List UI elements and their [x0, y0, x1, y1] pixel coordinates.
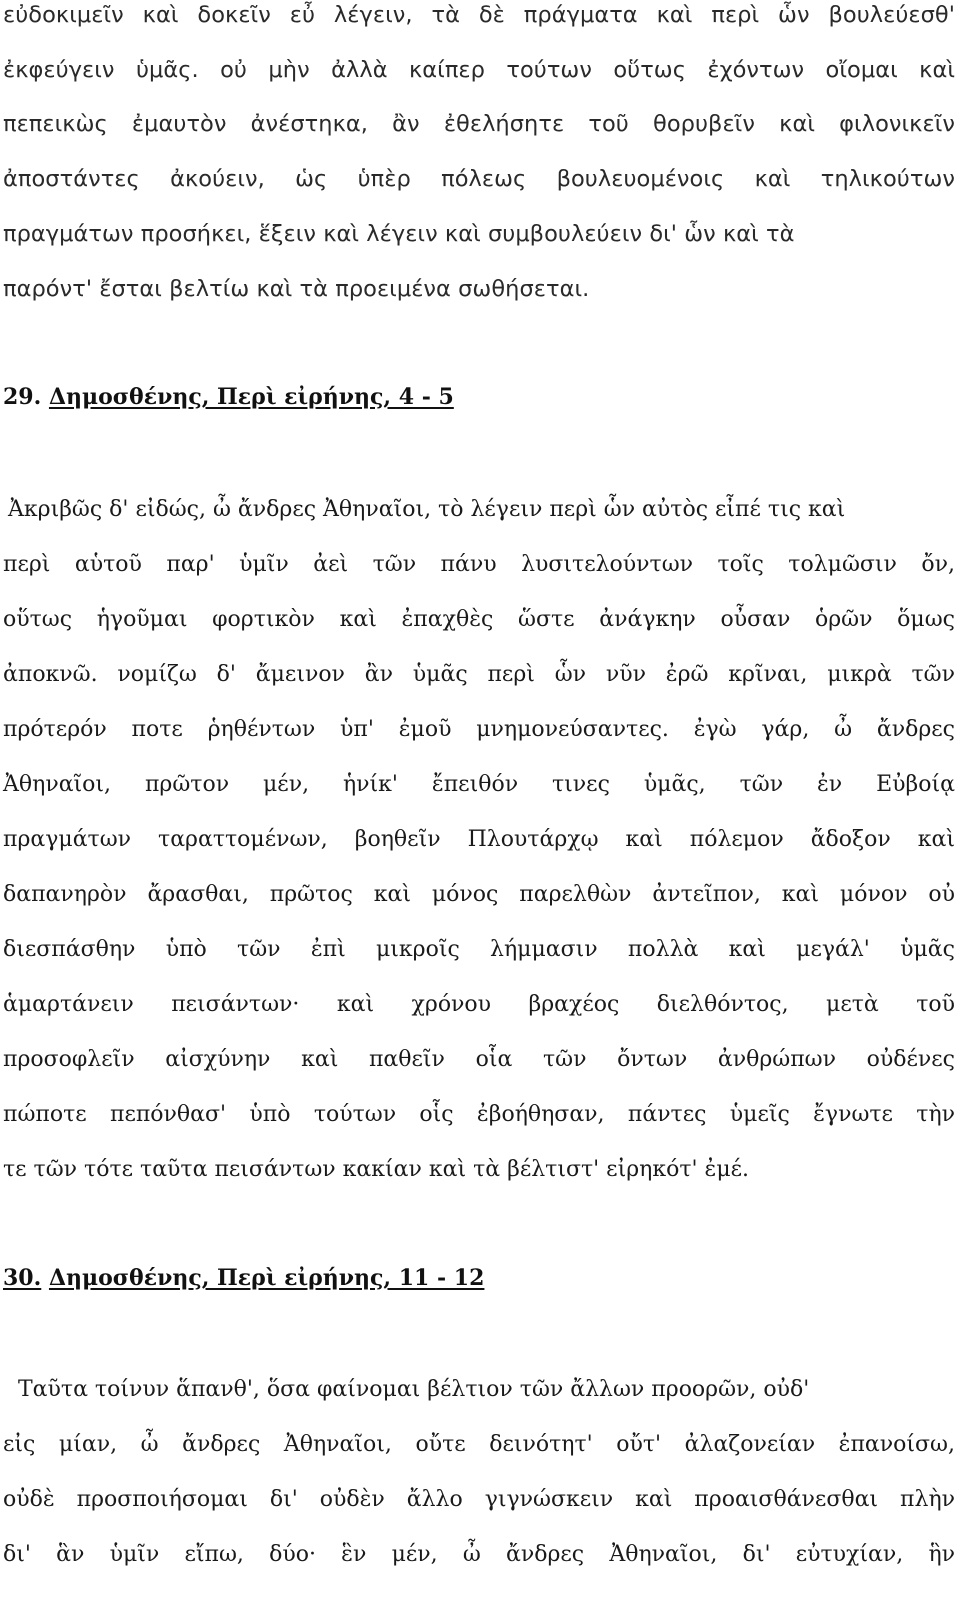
- section-30-line-4: δι' ἃν ὑμῖν εἴπω, δύο· ἓν μέν, ὦ ἄνδρες Ἀθηναῖοι, δι' εὐτυχίαν, ἣν: [3, 1542, 955, 1567]
- section-29-number: 29.: [3, 384, 42, 410]
- intro-line-2: ἐκφεύγειν ὑμᾶς. οὐ μὴν ἀλλὰ καίπερ τούτων οὕτως ἐχόντων οἴομαι καὶ: [3, 57, 955, 83]
- section-29-line-9: διεσπάσθην ὑπὸ τῶν ἐπὶ μικροῖς λήμμασιν πολλὰ καὶ μεγάλ' ὑμᾶς: [3, 937, 955, 962]
- section-29-line-5: πρότερόν ποτε ῥηθέντων ὑπ' ἐμοῦ μνημονεύσαντες. ἐγὼ γάρ, ὦ ἄνδρες: [3, 717, 955, 742]
- intro-line-3: πεπεικὼς ἐμαυτὸν ἀνέστηκα, ἂν ἐθελήσητε τοῦ θορυβεῖν καὶ φιλονικεῖν: [3, 111, 955, 137]
- section-29-heading: [3, 382, 454, 412]
- section-29-line-1: Ἀκριβῶς δ' εἰδώς, ὦ ἄνδρες Ἀθηναῖοι, τὸ λέγειν περὶ ὧν αὐτὸς εἶπέ τις καὶ: [8, 497, 846, 522]
- intro-line-6: παρόντ' ἔσται βελτίω καὶ τὰ προειμένα σωθήσεται.: [3, 276, 590, 302]
- section-30-line-2: εἰς μίαν, ὦ ἄνδρες Ἀθηναῖοι, οὔτε δεινότητ' οὔτ' ἀλαζονείαν ἐπανοίσω,: [3, 1432, 955, 1457]
- intro-line-1: εὐδοκιμεῖν καὶ δοκεῖν εὖ λέγειν, τὰ δὲ πράγματα καὶ περὶ ὧν βουλεύεσθ': [3, 2, 955, 28]
- section-29-line-12: πώποτε πεπόνθασ' ὑπὸ τούτων οἷς ἐβοήθησαν, πάντες ὑμεῖς ἔγνωτε τὴν: [3, 1102, 955, 1127]
- section-30-title: Δημοσθένης, Περὶ εἰρήνης, 11 - 12: [48, 1265, 485, 1291]
- section-29-line-2: περὶ αὑτοῦ παρ' ὑμῖν ἀεὶ τῶν πάνυ λυσιτελούντων τοῖς τολμῶσιν ὄν,: [3, 552, 955, 577]
- section-29-line-3: οὕτως ἡγοῦμαι φορτικὸν καὶ ἐπαχθὲς ὥστε ἀνάγκην οὖσαν ὁρῶν ὅμως: [3, 607, 955, 632]
- section-29-line-7: πραγμάτων ταραττομένων, βοηθεῖν Πλουτάρχῳ καὶ πόλεμον ἄδοξον καὶ: [3, 827, 955, 852]
- section-29-line-11: προσοφλεῖν αἰσχύνην καὶ παθεῖν οἷα τῶν ὄντων ἀνθρώπων οὐδένες: [3, 1047, 955, 1072]
- section-29-line-4: ἀποκνῶ. νομίζω δ' ἄμεινον ἂν ὑμᾶς περὶ ὧν νῦν ἐρῶ κρῖναι, μικρὰ τῶν: [3, 662, 955, 687]
- section-30-heading: [3, 1263, 484, 1293]
- section-30-number: 30.: [3, 1265, 42, 1291]
- section-29-line-6: Ἀθηναῖοι, πρῶτον μέν, ἡνίκ' ἔπειθόν τινες ὑμᾶς, τῶν ἐν Εὐβοίᾳ: [3, 772, 955, 797]
- section-29-line-13: τε τῶν τότε ταῦτα πεισάντων κακίαν καὶ τὰ βέλτιστ' εἰρηκότ' ἐμέ.: [3, 1157, 750, 1182]
- section-29-line-10: ἁμαρτάνειν πεισάντων· καὶ χρόνου βραχέος διελθόντος, μετὰ τοῦ: [3, 992, 955, 1017]
- section-30-line-3: οὐδὲ προσποιήσομαι δι' οὐδὲν ἄλλο γιγνώσκειν καὶ προαισθάνεσθαι πλὴν: [3, 1487, 955, 1512]
- section-30-line-1: Ταῦτα τοίνυν ἅπανθ', ὅσα φαίνομαι βέλτιον τῶν ἄλλων προορῶν, οὐδ': [18, 1377, 810, 1402]
- section-29-title: Δημοσθένης, Περὶ εἰρήνης, 4 - 5: [48, 384, 454, 410]
- section-29-line-8: δαπανηρὸν ἄρασθαι, πρῶτος καὶ μόνος παρελθὼν ἀντεῖπον, καὶ μόνον οὐ: [3, 882, 955, 907]
- intro-line-5: πραγμάτων προσήκει, ἕξειν καὶ λέγειν καὶ συμβουλεύειν δι' ὧν καὶ τὰ: [3, 221, 795, 247]
- intro-line-4: ἀποστάντες ἀκούειν, ὡς ὑπὲρ πόλεως βουλευομένοις καὶ τηλικούτων: [3, 166, 955, 192]
